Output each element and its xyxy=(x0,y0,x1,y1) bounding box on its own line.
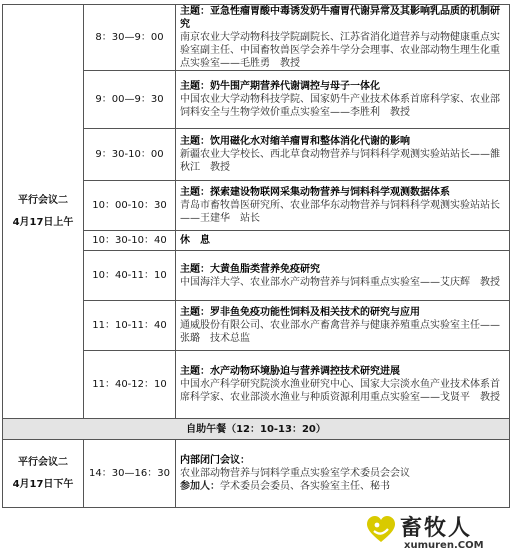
table-row xyxy=(3,5,510,71)
lunch-label: 自助午餐（12：10-13：20） xyxy=(3,419,510,440)
internal-meeting-title: 内部闭门会议： xyxy=(180,455,250,466)
session-date: 4月17日上午 xyxy=(12,216,74,228)
topic-cell xyxy=(176,181,510,231)
session-cell xyxy=(3,440,84,508)
internal-meeting-attendees xyxy=(180,480,505,493)
session-cell xyxy=(3,5,84,419)
topic-speaker: 通威股份有限公司、农业部水产畜禽营养与健康养殖重点实验室主任——张璐 技术总监 xyxy=(180,320,500,344)
time-cell: 10：00-10：30 xyxy=(84,181,176,231)
lunch-row xyxy=(3,419,510,440)
topic-cell xyxy=(176,231,510,251)
topic-cell xyxy=(176,301,510,351)
topic-speaker: 中国水产科学研究院淡水渔业研究中心、国家大宗淡水鱼产业技术体系首席科学家、农业部淡水渔业与种质资源利用重点实验室——戈贤平 教授 xyxy=(180,379,500,403)
topic-title: 主题：大黄鱼脂类营养免疫研究 xyxy=(180,263,320,275)
watermark-logo xyxy=(364,511,510,555)
topic-cell xyxy=(176,129,510,181)
topic-speaker: 中国海洋大学、农业部水产动物营养与饲料重点实验室——艾庆辉 教授 xyxy=(180,276,500,288)
topic-speaker: 新疆农业大学校长、西北草食动物营养与饲料科学观测实验站站长——雒秋江 教授 xyxy=(180,149,500,173)
topic-speaker: 青岛市畜牧兽医研究所、农业部华东动物营养与饲料科学观测实验站站长——王建华 站长 xyxy=(180,200,500,224)
session-name: 平行会议二 xyxy=(18,456,68,468)
session-date: 4月17日下午 xyxy=(12,478,74,490)
watermark-cn: 畜牧人 xyxy=(400,516,473,541)
heart-icon xyxy=(366,515,396,545)
break-label: 休 息 xyxy=(180,235,210,246)
time-cell: 10：30-10：40 xyxy=(84,231,176,251)
topic-speaker: 中国农业大学动物科技学院、国家奶牛产业技术体系首席科学家、农业部饲料安全与生物学效价重点实验室——李胜利 教授 xyxy=(180,94,500,118)
time-cell: 11：10-11：40 xyxy=(84,301,176,351)
attendees-label: 参加人： xyxy=(180,481,220,492)
topic-title: 主题：罗非鱼免疫功能性饲料及相关技术的研究与应用 xyxy=(180,307,420,318)
topic-speaker: 南京农业大学动物科技学院副院长、江苏省消化道营养与动物健康重点实验室副主任、中国畜牧兽医学会养牛学分会理事、农业部动物生理生化重点实验室——毛胜勇 教授 xyxy=(180,32,500,69)
topic-title: 主题：探索建设物联网采集动物营养与饲料科学观测数据体系 xyxy=(180,187,450,198)
internal-meeting-desc: 农业部动物营养与饲料学重点实验室学术委员会会议 xyxy=(180,468,410,479)
topic-cell xyxy=(176,351,510,419)
topic-title: 主题：水产动物环境胁迫与营养调控技术研究进展 xyxy=(180,366,400,377)
schedule-table xyxy=(2,4,510,508)
topic-cell xyxy=(176,71,510,129)
topic-cell xyxy=(176,251,510,301)
table-row xyxy=(3,440,510,508)
topic-cell xyxy=(176,5,510,71)
topic-title: 主题：亚急性瘤胃酸中毒诱发奶牛瘤胃代谢异常及其影响乳品质的机制研究 xyxy=(180,6,500,30)
watermark-en: xumuren.COM xyxy=(404,540,484,551)
topic-cell xyxy=(176,440,510,508)
session-name: 平行会议二 xyxy=(18,194,68,206)
time-cell: 14：30—16：30 xyxy=(84,440,176,508)
time-cell: 9：30-10：00 xyxy=(84,129,176,181)
topic-title: 主题：饮用磁化水对缩羊瘤胃和整体消化代谢的影响 xyxy=(180,136,410,147)
time-cell: 11：40-12：10 xyxy=(84,351,176,419)
topic-title: 主题：奶牛围产期营养代谢调控与母子一体化 xyxy=(180,81,380,92)
time-cell: 9：00—9：30 xyxy=(84,71,176,129)
time-cell: 10：40-11：10 xyxy=(84,251,176,301)
attendees-text: 学术委员会委员、各实验室主任、秘书 xyxy=(220,481,390,492)
time-cell: 8：30—9：00 xyxy=(84,5,176,71)
